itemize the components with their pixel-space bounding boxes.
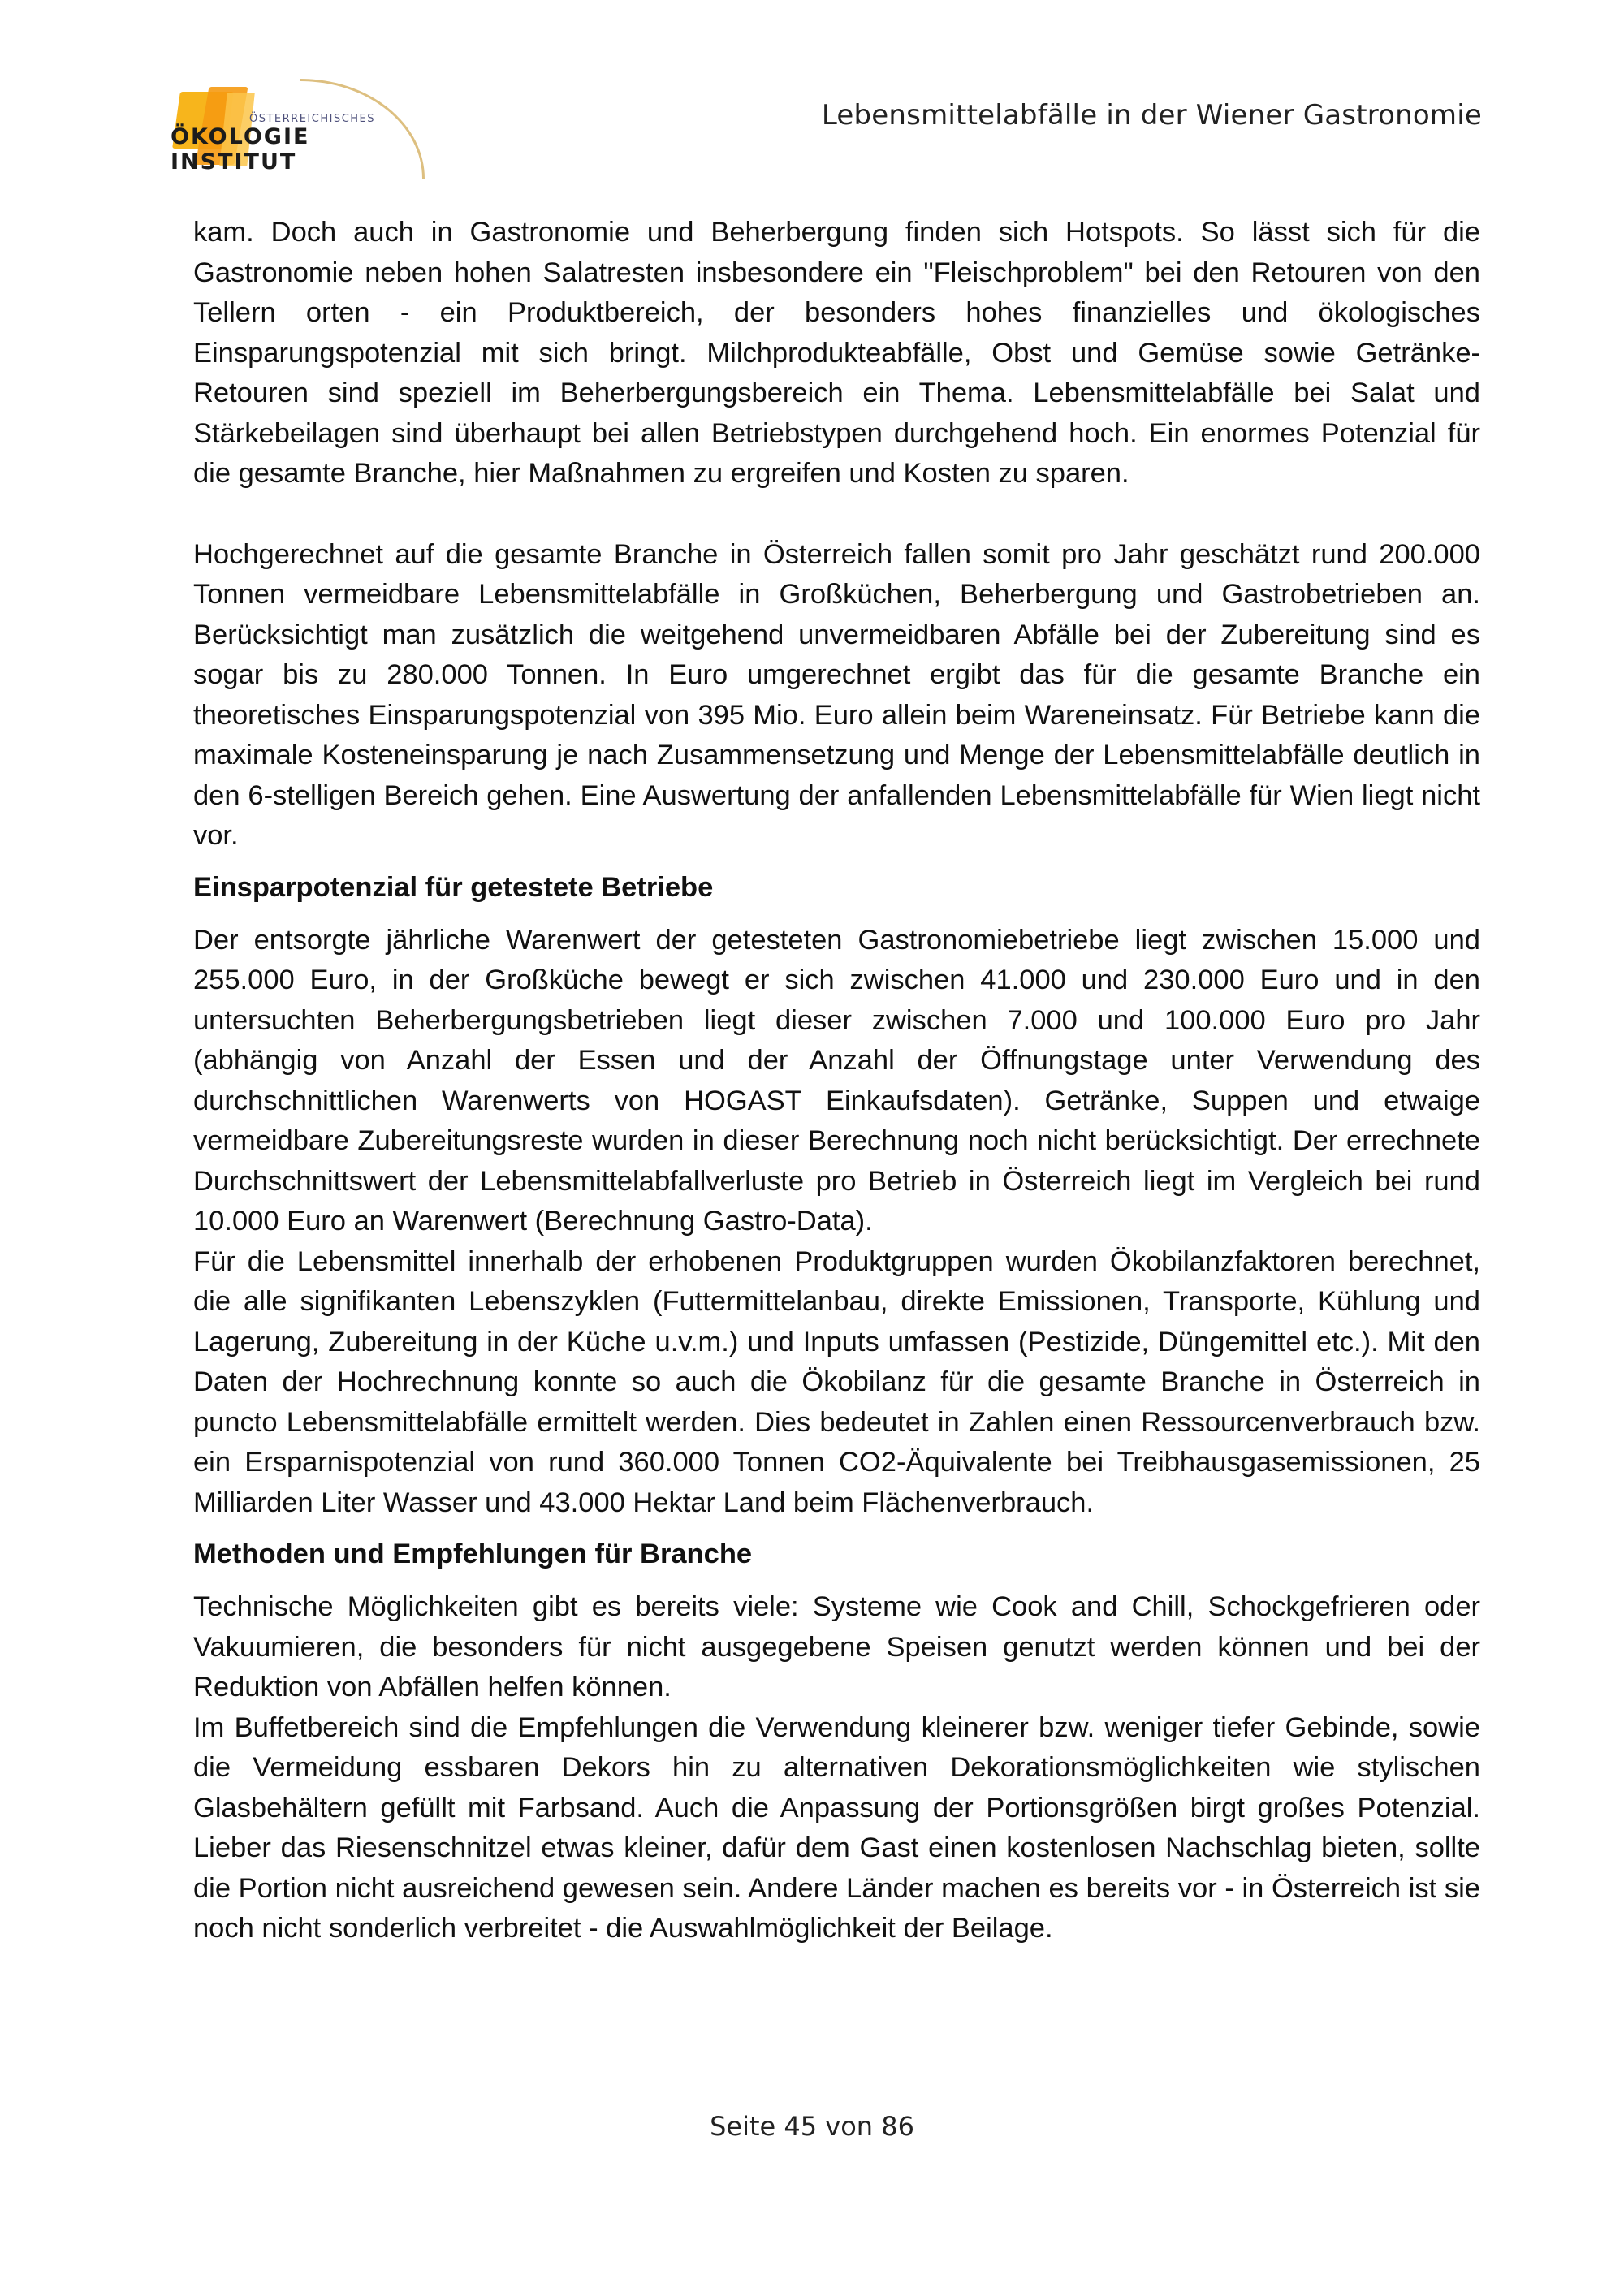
body-paragraph: Im Buffetbereich sind die Empfehlungen die Verwendung kleinerer bzw. weniger tiefer Gebinde, sowie die Vermeidung essbaren Dekors hin zu alternativen Dekorationsmöglichkeiten wie stylischen Glasbehältern gefüllt mit Farbsand. Auch die Anpassung der Portionsgrößen birgt großes Potenzial. Lieber das Riesenschnitzel etwas kleiner, dafür dem Gast einen kostenlosen Nachschlag bieten, sollte die Portion nicht ausreichend gewesen sein. Andere Länder machen es bereits vor - in Österreich ist sie noch nicht sonderlich verbreitet - die Auswahlmöglichkeit der Beilage. [193, 1711, 1480, 1944]
running-title: Lebensmittelabfälle in der Wiener Gastronomie [821, 99, 1482, 132]
section-heading-einsparpotenzial: Einsparpotenzial für getestete Betriebe [193, 871, 714, 903]
logo-title: ÖKOLOGIE INSTITUT [171, 124, 310, 175]
body-paragraph: Der entsorgte jährliche Warenwert der getesteten Gastronomiebetriebe liegt zwischen 15.000 und 255.000 Euro, in der Großküche bewegt er sich zwischen 41.000 und 230.000 Euro und in den untersuchten Beherbergungsbetrieben liegt dieser zwischen 7.000 und 100.000 Euro pro Jahr (abhängig von Anzahl der Essen und der Anzahl der Öffnungstage unter Verwendung des durchschnittlichen Warenwerts von HOGAST Einkaufsdaten). Getränke, Suppen und etwaige vermeidbare Zubereitungsreste wurden in dieser Berechnung noch nicht berücksichtigt. Der errechnete Durchschnittswert der Lebensmittelabfallverluste pro Betrieb in Österreich liegt im Vergleich bei rund 10.000 Euro an Warenwert (Berechnung Gastro-Data). [193, 924, 1480, 1236]
oekologie-institut-logo [166, 77, 410, 175]
body-paragraph: Hochgerechnet auf die gesamte Branche in Österreich fallen somit pro Jahr geschätzt rund 200.000 Tonnen vermeidbare Lebensmittelabfälle in Großküchen, Beherbergung und Gastrobetrieben an. Berücksichtigt man zusätzlich die weitgehend unvermeidbaren Abfälle bei der Zubereitung sind es sogar bis zu 280.000 Tonnen. In Euro umgerechnet ergibt das für die gesamte Branche ein theoretisches Einsparungspotenzial von 395 Mio. Euro allein beim Wareneinsatz. Für Betriebe kann die maximale Kosteneinsparung je nach Zusammensetzung und Menge der Lebensmittelabfälle deutlich in den 6-stelligen Bereich gehen. Eine Auswertung der anfallenden Lebensmittelabfälle für Wien liegt nicht vor. [193, 538, 1480, 851]
page-header [0, 0, 1624, 195]
section-heading-methoden: Methoden und Empfehlungen für Branche [193, 1539, 753, 1569]
page-number-footer: Seite 45 von 86 [710, 2111, 914, 2142]
body-paragraph: Technische Möglichkeiten gibt es bereits viele: Systeme wie Cook and Chill, Schockgefrieren oder Vakuumieren, die besonders für nicht ausgegebene Speisen genutzt werden können und bei der Reduktion von Abfällen helfen können. [193, 1591, 1480, 1703]
body-paragraph: Für die Lebensmittel innerhalb der erhobenen Produktgruppen wurden Ökobilanzfaktoren berechnet, die alle signifikanten Lebenszyklen (Futtermittelanbau, direkte Emissionen, Transporte, Kühlung und Lagerung, Zubereitung in der Küche u.v.m.) und Inputs umfassen (Pestizide, Düngemittel etc.). Mit den Daten der Hochrechnung konnte so auch die Ökobilanz für die gesamte Branche in Österreich in puncto Lebensmittelabfälle ermittelt werden. Dies bedeutet in Zahlen einen Ressourcenverbrauch bzw. ein Ersparnispotenzial von rund 360.000 Tonnen CO2-Äquivalente bei Treibhausgasemissionen, 25 Milliarden Liter Wasser und 43.000 Hektar Land beim Flächenverbrauch. [193, 1245, 1480, 1518]
page-body [193, 213, 1480, 1949]
logo-subtitle: ÖSTERREICHISCHES [249, 113, 376, 125]
body-paragraph: kam. Doch auch in Gastronomie und Beherbergung finden sich Hotspots. So lässt sich für die Gastronomie neben hohen Salatresten insbesondere ein "Fleischproblem" bei den Retouren von den Tellern orten - ein Produktbereich, der besonders hohes finanzielles und ökologisches Einsparungspotenzial mit sich bringt. Milchprodukteabfälle, Obst und Gemüse sowie Getränke-Retouren sind speziell im Beherbergungsbereich ein Thema. Lebensmittelabfälle bei Salat und Stärkebeilagen sind überhaupt bei allen Betriebstypen durchgehend hoch. Ein enormes Potenzial für die gesamte Branche, hier Maßnahmen zu ergreifen und Kosten zu sparen. [193, 217, 1480, 489]
